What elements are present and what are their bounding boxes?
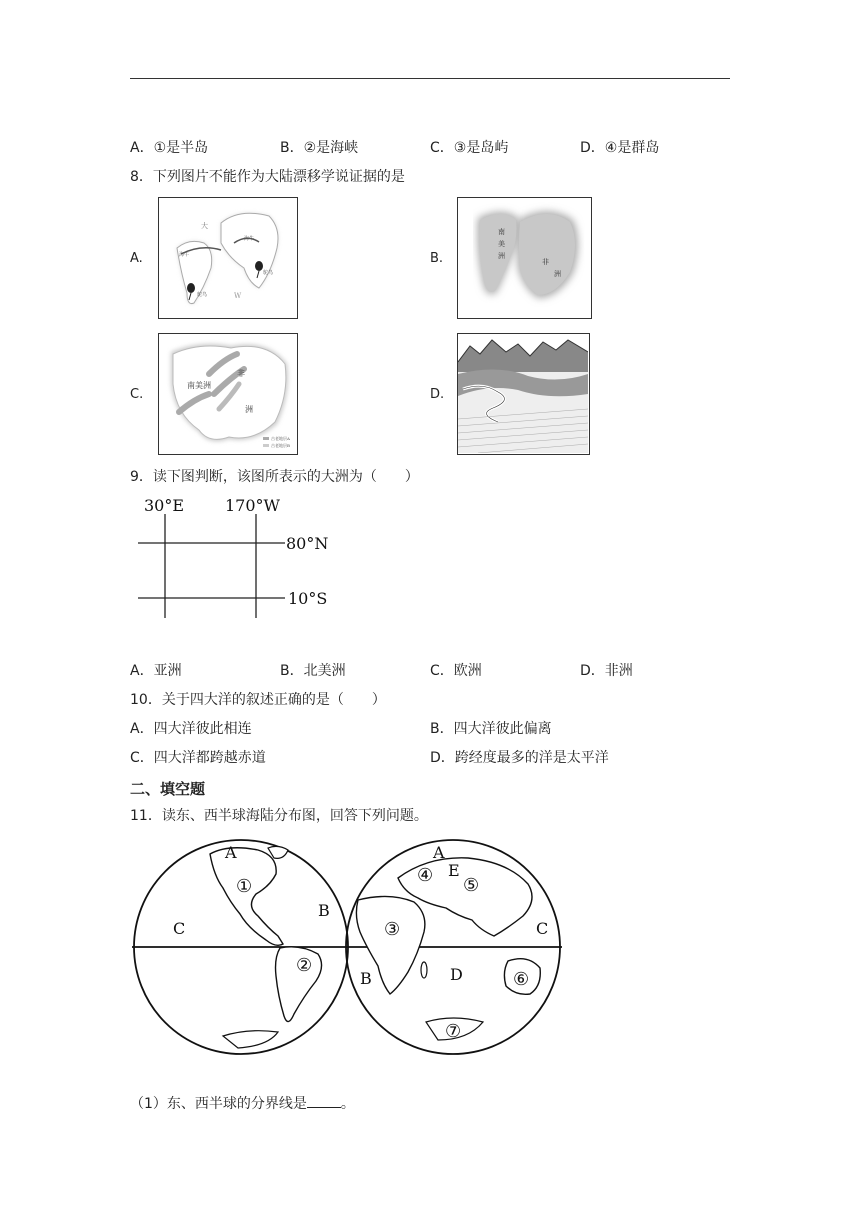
section-title-fill-blank: 二、填空题	[130, 780, 206, 798]
q9-stem: 9．读下图判断，该图所表示的大洲为（ ）	[130, 469, 419, 485]
q8b-af-char1: 非	[542, 258, 549, 266]
q8b-sa-char1: 南	[498, 228, 505, 236]
q8c-af2-label: 洲	[245, 405, 253, 414]
q11-label-4: ④	[417, 865, 434, 886]
q11-label-A1: A	[225, 843, 237, 862]
q7-option-a[interactable]: A．①是半岛	[130, 140, 209, 156]
q8a-ostrich1-label: 海牛	[179, 252, 190, 258]
q8-label-a[interactable]: A.	[130, 251, 143, 266]
q11-label-C2: C	[536, 919, 549, 938]
q11-label-C1: C	[173, 919, 186, 938]
q11-hemispheres-map	[128, 836, 568, 1060]
q9-option-c[interactable]: C．欧洲	[430, 663, 482, 679]
q9-lon-left: 30°E	[144, 496, 185, 515]
q9-option-b[interactable]: B．北美洲	[280, 663, 346, 679]
q8a-bird1-label: 鸵鸟	[197, 292, 208, 298]
q8-label-d[interactable]: D.	[430, 387, 445, 402]
q11-sub1-suffix: 。	[340, 1096, 355, 1112]
q9-lon-right: 170°W	[225, 496, 280, 515]
q8b-sa-char3: 洲	[498, 252, 505, 260]
q8a-w-label: W	[234, 292, 242, 300]
q11-stem: 11．读东、西半球海陆分布图，回答下列问题。	[130, 808, 428, 824]
q11-label-B2: B	[360, 969, 372, 988]
q8a-ocean-label: 大	[201, 222, 208, 230]
q7-option-d[interactable]: D．④是群岛	[580, 140, 660, 156]
q7-option-c[interactable]: C．③是岛屿	[430, 140, 509, 156]
q9-grid-map	[130, 492, 340, 624]
q11-label-D: D	[450, 965, 463, 984]
q8c-legend1: 古老地层A	[271, 436, 290, 441]
q8-image-c-strata[interactable]	[158, 333, 298, 455]
q8a-bird2-label: 鸵鸟	[263, 270, 274, 276]
q8-image-d-landscape[interactable]	[457, 333, 590, 455]
q11-label-6: ⑥	[513, 969, 530, 990]
q10-option-b[interactable]: B．四大洋彼此偏离	[430, 721, 552, 737]
q8-image-a-fossils[interactable]	[158, 197, 298, 319]
q10-option-d[interactable]: D．跨经度最多的洋是太平洋	[430, 750, 609, 766]
q8b-sa-char2: 美	[498, 240, 505, 248]
q11-sub1	[130, 1093, 355, 1114]
q11-label-3: ③	[384, 919, 401, 940]
q11-label-E: E	[448, 861, 460, 880]
q11-sub1-prefix: （1）东、西半球的分界线是	[130, 1096, 307, 1112]
q8-label-c[interactable]: C.	[130, 387, 144, 402]
q8c-legend2: 古老地层B	[271, 443, 290, 448]
q11-sub1-blank[interactable]	[307, 1093, 341, 1108]
q11-label-2: ②	[296, 955, 313, 976]
q9-option-a[interactable]: A．亚洲	[130, 663, 182, 679]
q10-option-a[interactable]: A．四大洋彼此相连	[130, 721, 252, 737]
q8b-af-char2: 洲	[554, 270, 561, 278]
q9-lat-bottom: 10°S	[288, 589, 328, 608]
q9-option-d[interactable]: D．非洲	[580, 663, 633, 679]
q10-option-c[interactable]: C．四大洋都跨越赤道	[130, 750, 266, 766]
q8-label-b[interactable]: B.	[430, 251, 444, 266]
q8-image-b-coastlines[interactable]	[457, 197, 592, 319]
q9-lat-top: 80°N	[286, 534, 329, 553]
q11-label-5: ⑤	[463, 875, 480, 896]
q8c-af1-label: 非	[237, 369, 245, 378]
q7-option-b[interactable]: B．②是海峡	[280, 140, 359, 156]
q10-stem: 10．关于四大洋的叙述正确的是（ ）	[130, 692, 386, 708]
q11-label-B1: B	[318, 901, 330, 920]
q8-stem: 8．下列图片不能作为大陆漂移学说证据的是	[130, 169, 405, 185]
q11-label-7: ⑦	[445, 1021, 462, 1042]
q8a-ostrich2-label: 海牛	[244, 236, 255, 242]
q8c-sa-label: 南美洲	[187, 381, 211, 390]
header-rule	[130, 78, 730, 79]
q11-label-1: ①	[236, 876, 253, 897]
q11-label-A2: A	[433, 843, 445, 862]
